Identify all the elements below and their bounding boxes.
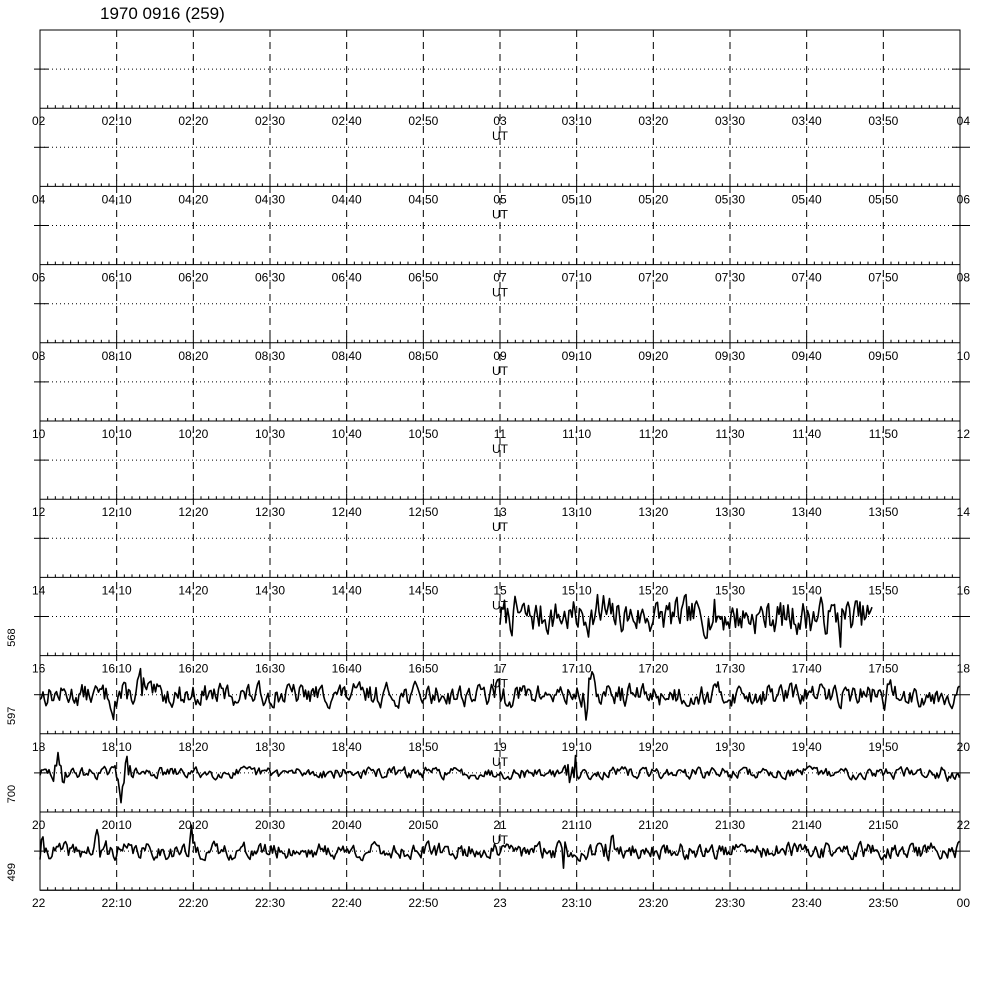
x-tick-label: 04:10 bbox=[101, 192, 132, 207]
x-tick-label: 17:30 bbox=[714, 661, 746, 676]
x-tick-label: 13:10 bbox=[561, 505, 592, 520]
x-tick-label: 22 bbox=[32, 896, 46, 911]
x-tick-label: 12:10 bbox=[101, 505, 132, 520]
x-axis-label: UT bbox=[492, 676, 508, 691]
x-tick-label: 12 bbox=[956, 427, 970, 441]
x-tick-label: 14 bbox=[32, 583, 46, 598]
x-tick-label: 16:30 bbox=[254, 661, 286, 676]
x-tick-label: 15:20 bbox=[638, 583, 669, 598]
x-tick-label: 04:40 bbox=[331, 192, 362, 207]
x-tick-label: 21:30 bbox=[714, 818, 746, 832]
x-tick-label: 11:30 bbox=[715, 427, 745, 441]
x-tick-label: 03:10 bbox=[561, 114, 592, 129]
x-tick-label: 10:40 bbox=[331, 427, 362, 441]
x-tick-label: 13:30 bbox=[714, 505, 746, 520]
x-tick-label: 20 bbox=[32, 818, 46, 832]
x-tick-label: 12:30 bbox=[254, 505, 286, 520]
x-tick-label: 07:10 bbox=[561, 270, 592, 285]
x-tick-label: 12 bbox=[32, 505, 46, 520]
x-tick-label: 05:50 bbox=[868, 192, 899, 207]
x-tick-label: 20:10 bbox=[101, 818, 132, 832]
x-axis-label: UT bbox=[492, 754, 508, 769]
x-tick-label: 06:20 bbox=[178, 270, 209, 285]
x-tick-label: 08:30 bbox=[254, 348, 286, 363]
x-tick-label: 10:20 bbox=[178, 427, 209, 441]
x-tick-label: 16:50 bbox=[408, 661, 439, 676]
x-tick-label: 22:20 bbox=[178, 896, 209, 911]
x-tick-label: 05 bbox=[493, 192, 507, 207]
x-tick-label: 07 bbox=[493, 270, 507, 285]
x-axis-label: UT bbox=[492, 363, 508, 378]
x-tick-label: 14:10 bbox=[101, 583, 132, 598]
x-tick-label: 20:30 bbox=[254, 818, 286, 832]
x-tick-label: 04:20 bbox=[178, 192, 209, 207]
x-tick-label: 08 bbox=[32, 348, 46, 363]
x-tick-label: 08:20 bbox=[178, 348, 209, 363]
x-tick-label: 12:20 bbox=[178, 505, 209, 520]
x-tick-label: 14:40 bbox=[331, 583, 362, 598]
x-tick-label: 08:10 bbox=[101, 348, 132, 363]
x-tick-label: 09:30 bbox=[714, 348, 746, 363]
x-tick-label: 09 bbox=[493, 348, 507, 363]
x-tick-label: 09:20 bbox=[638, 348, 669, 363]
x-tick-label: 13:50 bbox=[868, 505, 899, 520]
x-tick-label: 18:10 bbox=[101, 739, 132, 754]
x-tick-label: 02:10 bbox=[101, 114, 132, 129]
x-tick-label: 12:50 bbox=[408, 505, 439, 520]
x-tick-label: 00 bbox=[956, 896, 970, 911]
x-tick-label: 16:40 bbox=[331, 661, 362, 676]
x-tick-label: 23:50 bbox=[868, 896, 899, 911]
x-tick-label: 08:50 bbox=[408, 348, 439, 363]
x-tick-label: 09:50 bbox=[868, 348, 899, 363]
x-axis-label: UT bbox=[492, 520, 508, 535]
x-axis-label: UT bbox=[492, 598, 508, 613]
x-tick-label: 06 bbox=[956, 192, 970, 207]
x-tick-label: 04:30 bbox=[254, 192, 286, 207]
x-tick-label: 17:10 bbox=[561, 661, 592, 676]
x-tick-label: 10 bbox=[956, 348, 970, 363]
x-tick-label: 15:50 bbox=[868, 583, 899, 598]
x-tick-label: 23 bbox=[493, 896, 507, 911]
x-tick-label: 03:30 bbox=[714, 114, 746, 129]
x-tick-label: 18:50 bbox=[408, 739, 439, 754]
x-tick-label: 17 bbox=[493, 661, 507, 676]
x-tick-label: 05:30 bbox=[714, 192, 746, 207]
x-tick-label: 15:30 bbox=[714, 583, 746, 598]
x-tick-label: 06:10 bbox=[101, 270, 132, 285]
x-tick-label: 23:10 bbox=[561, 896, 592, 911]
x-tick-label: 18 bbox=[32, 739, 46, 754]
x-tick-label: 03 bbox=[493, 114, 507, 129]
x-tick-label: 18:40 bbox=[331, 739, 362, 754]
x-tick-label: 04 bbox=[956, 114, 970, 129]
x-tick-label: 20:20 bbox=[178, 818, 209, 832]
x-tick-label: 10 bbox=[32, 427, 46, 441]
x-tick-label: 10:30 bbox=[254, 427, 286, 441]
x-tick-label: 10:10 bbox=[101, 427, 132, 441]
x-tick-label: 11:40 bbox=[792, 427, 822, 441]
x-tick-label: 15:10 bbox=[561, 583, 592, 598]
x-tick-label: 18 bbox=[956, 661, 970, 676]
panel-y-label: 499 bbox=[6, 863, 18, 882]
x-tick-label: 09:40 bbox=[791, 348, 822, 363]
x-tick-label: 13:40 bbox=[791, 505, 822, 520]
x-tick-label: 11 bbox=[493, 427, 507, 441]
signal-trace bbox=[500, 595, 872, 648]
x-tick-label: 18:20 bbox=[178, 739, 209, 754]
x-tick-label: 05:10 bbox=[561, 192, 592, 207]
x-axis-label: UT bbox=[492, 285, 508, 300]
x-tick-label: 19:20 bbox=[638, 739, 669, 754]
x-tick-label: 23:20 bbox=[638, 896, 669, 911]
x-tick-label: 02:20 bbox=[178, 114, 209, 129]
x-tick-label: 19:40 bbox=[791, 739, 822, 754]
x-tick-label: 16:10 bbox=[101, 661, 132, 676]
x-tick-label: 22:40 bbox=[331, 896, 362, 911]
x-tick-label: 03:40 bbox=[791, 114, 822, 129]
x-tick-label: 17:20 bbox=[638, 661, 669, 676]
x-tick-label: 20 bbox=[956, 739, 970, 754]
x-tick-label: 21:20 bbox=[638, 818, 669, 832]
x-tick-label: 09:10 bbox=[561, 348, 592, 363]
x-tick-label: 22:30 bbox=[254, 896, 286, 911]
x-tick-label: 23:40 bbox=[791, 896, 822, 911]
x-axis-label: UT bbox=[492, 207, 508, 222]
x-tick-label: 07:40 bbox=[791, 270, 822, 285]
x-tick-label: 11:20 bbox=[638, 427, 668, 441]
x-axis-label: UT bbox=[492, 833, 508, 847]
x-tick-label: 08:40 bbox=[331, 348, 362, 363]
x-tick-label: 14 bbox=[956, 505, 970, 520]
x-tick-label: 06:30 bbox=[254, 270, 286, 285]
x-tick-label: 02 bbox=[32, 114, 46, 129]
x-tick-label: 02:30 bbox=[254, 114, 286, 129]
x-tick-label: 21:50 bbox=[868, 818, 899, 832]
chart-title: 1970 0916 (259) bbox=[100, 4, 225, 23]
x-tick-label: 17:40 bbox=[791, 661, 822, 676]
x-tick-label: 06:40 bbox=[331, 270, 362, 285]
x-tick-label: 17:50 bbox=[868, 661, 899, 676]
x-tick-label: 14:30 bbox=[254, 583, 286, 598]
x-tick-label: 15 bbox=[493, 583, 507, 598]
x-tick-label: 19:50 bbox=[868, 739, 899, 754]
x-tick-label: 11:10 bbox=[562, 427, 592, 441]
x-tick-label: 22:50 bbox=[408, 896, 439, 911]
x-tick-label: 22 bbox=[956, 818, 970, 832]
x-tick-label: 06 bbox=[32, 270, 46, 285]
x-tick-label: 19:30 bbox=[714, 739, 746, 754]
panel-y-label: 700 bbox=[6, 784, 18, 804]
x-tick-label: 07:50 bbox=[868, 270, 899, 285]
x-tick-label: 02:50 bbox=[408, 114, 439, 129]
x-axis-label: UT bbox=[492, 442, 508, 456]
x-tick-label: 05:40 bbox=[791, 192, 822, 207]
x-tick-label: 16 bbox=[956, 583, 970, 598]
x-tick-label: 23:30 bbox=[714, 896, 746, 911]
x-tick-label: 02:40 bbox=[331, 114, 362, 129]
x-tick-label: 12:40 bbox=[331, 505, 362, 520]
x-tick-label: 18:30 bbox=[254, 739, 286, 754]
panel-y-label: 597 bbox=[6, 706, 18, 725]
x-tick-label: 19:10 bbox=[561, 739, 592, 754]
x-tick-label: 05:20 bbox=[638, 192, 669, 207]
x-tick-label: 20:50 bbox=[408, 818, 439, 832]
x-tick-label: 07:20 bbox=[638, 270, 669, 285]
x-tick-label: 04 bbox=[32, 192, 46, 207]
x-tick-label: 14:50 bbox=[408, 583, 439, 598]
x-tick-label: 13:20 bbox=[638, 505, 669, 520]
x-tick-label: 16 bbox=[32, 661, 46, 676]
x-tick-label: 14:20 bbox=[178, 583, 209, 598]
x-axis-label: UT bbox=[492, 129, 508, 144]
x-tick-label: 03:50 bbox=[868, 114, 899, 129]
x-tick-label: 15:40 bbox=[791, 583, 822, 598]
x-tick-label: 07:30 bbox=[714, 270, 746, 285]
x-tick-label: 06:50 bbox=[408, 270, 439, 285]
x-tick-label: 21 bbox=[493, 818, 507, 832]
x-tick-label: 08 bbox=[956, 270, 970, 285]
x-tick-label: 19 bbox=[493, 739, 507, 754]
x-tick-label: 10:50 bbox=[408, 427, 439, 441]
panel-y-label: 568 bbox=[6, 628, 18, 647]
x-tick-label: 21:10 bbox=[561, 818, 592, 832]
x-tick-label: 04:50 bbox=[408, 192, 439, 207]
x-tick-label: 21:40 bbox=[791, 818, 822, 832]
x-tick-label: 03:20 bbox=[638, 114, 669, 129]
x-tick-label: 13 bbox=[493, 505, 507, 520]
x-tick-label: 16:20 bbox=[178, 661, 209, 676]
x-tick-label: 22:10 bbox=[101, 896, 132, 911]
x-tick-label: 20:40 bbox=[331, 818, 362, 832]
x-tick-label: 11:50 bbox=[868, 427, 898, 441]
